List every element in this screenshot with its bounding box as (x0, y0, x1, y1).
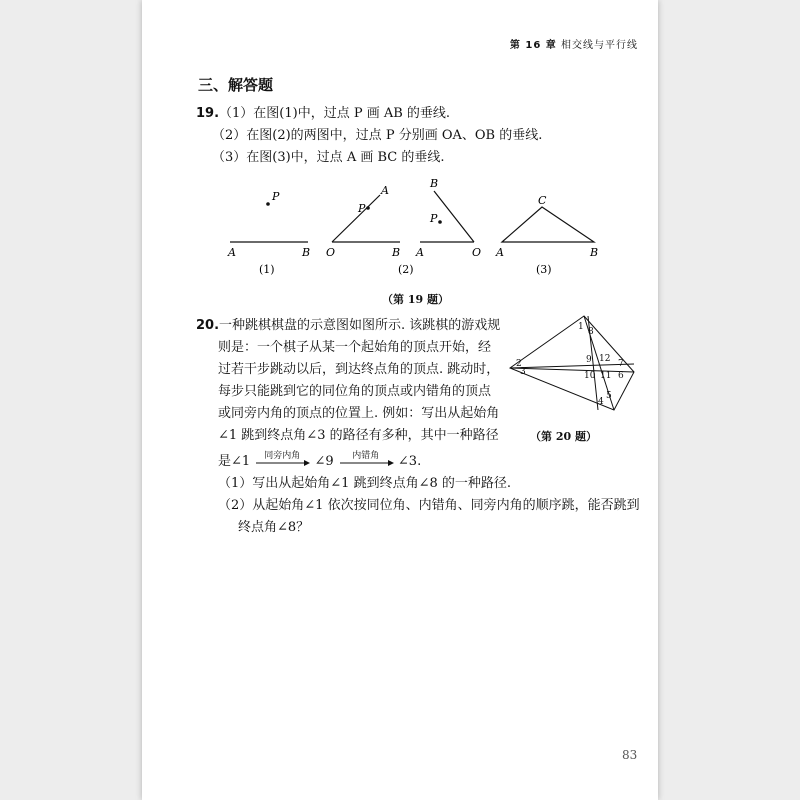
q20-text-3: 过若干步跳动以后，到达终点角的顶点. 跳动时， (218, 362, 500, 377)
section-title: 三、解答题 (198, 76, 274, 94)
fig2a-label-p: P (358, 202, 366, 215)
fig3-label-b: B (590, 246, 599, 259)
textbook-page (142, 0, 658, 800)
q19-caption: （第 19 题） (382, 293, 449, 306)
angle-label-5: 5 (606, 391, 612, 401)
board-outline (510, 316, 634, 410)
fig2b-label-p: P (430, 212, 438, 225)
q20-path-example (218, 452, 421, 472)
board-line-upper (510, 364, 634, 368)
fig2b-label-a: A (416, 246, 424, 259)
fig1-label-b: B (302, 246, 311, 259)
angle-label-10: 10 (584, 371, 596, 381)
path-arrow-2-label: 内错角 (352, 451, 380, 461)
angle-label-1: 1 (578, 322, 584, 332)
triangle-abc (502, 207, 594, 242)
fig2b-label-o: O (472, 246, 482, 259)
chapter-title: 相交线与平行线 (561, 40, 638, 51)
q19-line-1 (196, 104, 450, 124)
chapter-number: 第 16 章 (509, 40, 557, 51)
q19-figure-1 (227, 190, 310, 276)
q19-figure-2a (326, 184, 400, 259)
angle-label-9: 9 (586, 355, 592, 365)
path-start: 是∠1 (218, 454, 251, 469)
q20-number: 20. (196, 318, 220, 333)
fig2a-label-o: O (326, 246, 336, 259)
q20-sub-1: （1）写出从起始角∠1 跳到终点角∠8 的一种路径. (218, 476, 511, 491)
point-p-dot (266, 202, 270, 206)
angle-label-4: 4 (598, 397, 604, 407)
fig2-caption: (2) (398, 263, 414, 276)
path-end: ∠3. (397, 454, 422, 469)
q20-text-6: ∠1 跳到终点角∠3 的路径有多种，其中一种路径 (218, 428, 499, 443)
q19-figure-3 (495, 194, 598, 276)
fig2a-label-a: A (381, 184, 389, 197)
point-p-dot (438, 220, 442, 224)
q20-figure (502, 312, 652, 417)
angle-label-2: 2 (516, 359, 522, 369)
angle-label-12: 12 (599, 354, 611, 364)
angle-label-11: 11 (600, 371, 612, 381)
fig3-caption: (3) (536, 263, 552, 276)
board-line-horizontal (510, 368, 634, 372)
page-number: 83 (622, 748, 638, 762)
ray-ob (434, 191, 474, 242)
running-header (510, 36, 638, 51)
q19-item-2: （2）在图(2)的两图中，过点 P 分别画 OA、OB 的垂线. (212, 128, 543, 143)
angle-label-3: 3 (520, 367, 526, 377)
fig3-label-c: C (538, 194, 547, 207)
q20-line-1 (196, 316, 500, 336)
fig2b-label-b: B (430, 177, 439, 190)
fig3-label-a: A (496, 246, 504, 259)
fig1-caption: (1) (259, 263, 275, 276)
q20-text-2: 则是：一个棋子从某一个起始角的顶点开始，经 (218, 340, 492, 355)
q20-text-4: 每步只能跳到它的同位角的顶点或内错角的顶点 (218, 384, 492, 399)
q19-item-1: （1）在图(1)中，过点 P 画 AB 的垂线. (219, 106, 451, 121)
q19-number: 19. (196, 106, 220, 121)
q20-text-5: 或同旁内角的顶点的位置上. 例如：写出从起始角 (218, 406, 500, 421)
q20-text-1: 一种跳棋棋盘的示意图如图所示. 该跳棋的游戏规 (219, 318, 501, 333)
q19-figure-2b (398, 177, 481, 276)
angle-label-8: 8 (588, 327, 594, 337)
q19-item-3: （3）在图(3)中，过点 A 画 BC 的垂线. (212, 150, 445, 165)
q20-caption: （第 20 题） (530, 430, 597, 443)
q20-sub-2: （2）从起始角∠1 依次按同位角、内错角、同旁内角的顺序跳，能否跳到 (218, 498, 640, 513)
path-arrow-1 (254, 452, 310, 472)
angle-label-7: 7 (618, 359, 624, 369)
path-mid: ∠9 (314, 454, 334, 469)
path-arrow-1-label: 同旁内角 (264, 451, 301, 461)
fig1-label-p: P (272, 190, 280, 203)
angle-label-6: 6 (618, 371, 624, 381)
fig1-label-a: A (228, 246, 236, 259)
fig2a-label-b: B (392, 246, 401, 259)
ray-oa (332, 195, 380, 242)
path-arrow-2 (338, 452, 394, 472)
q20-sub-3: 终点角∠8？ (238, 520, 310, 535)
q19-figures (142, 175, 658, 285)
point-p-dot (366, 206, 370, 210)
